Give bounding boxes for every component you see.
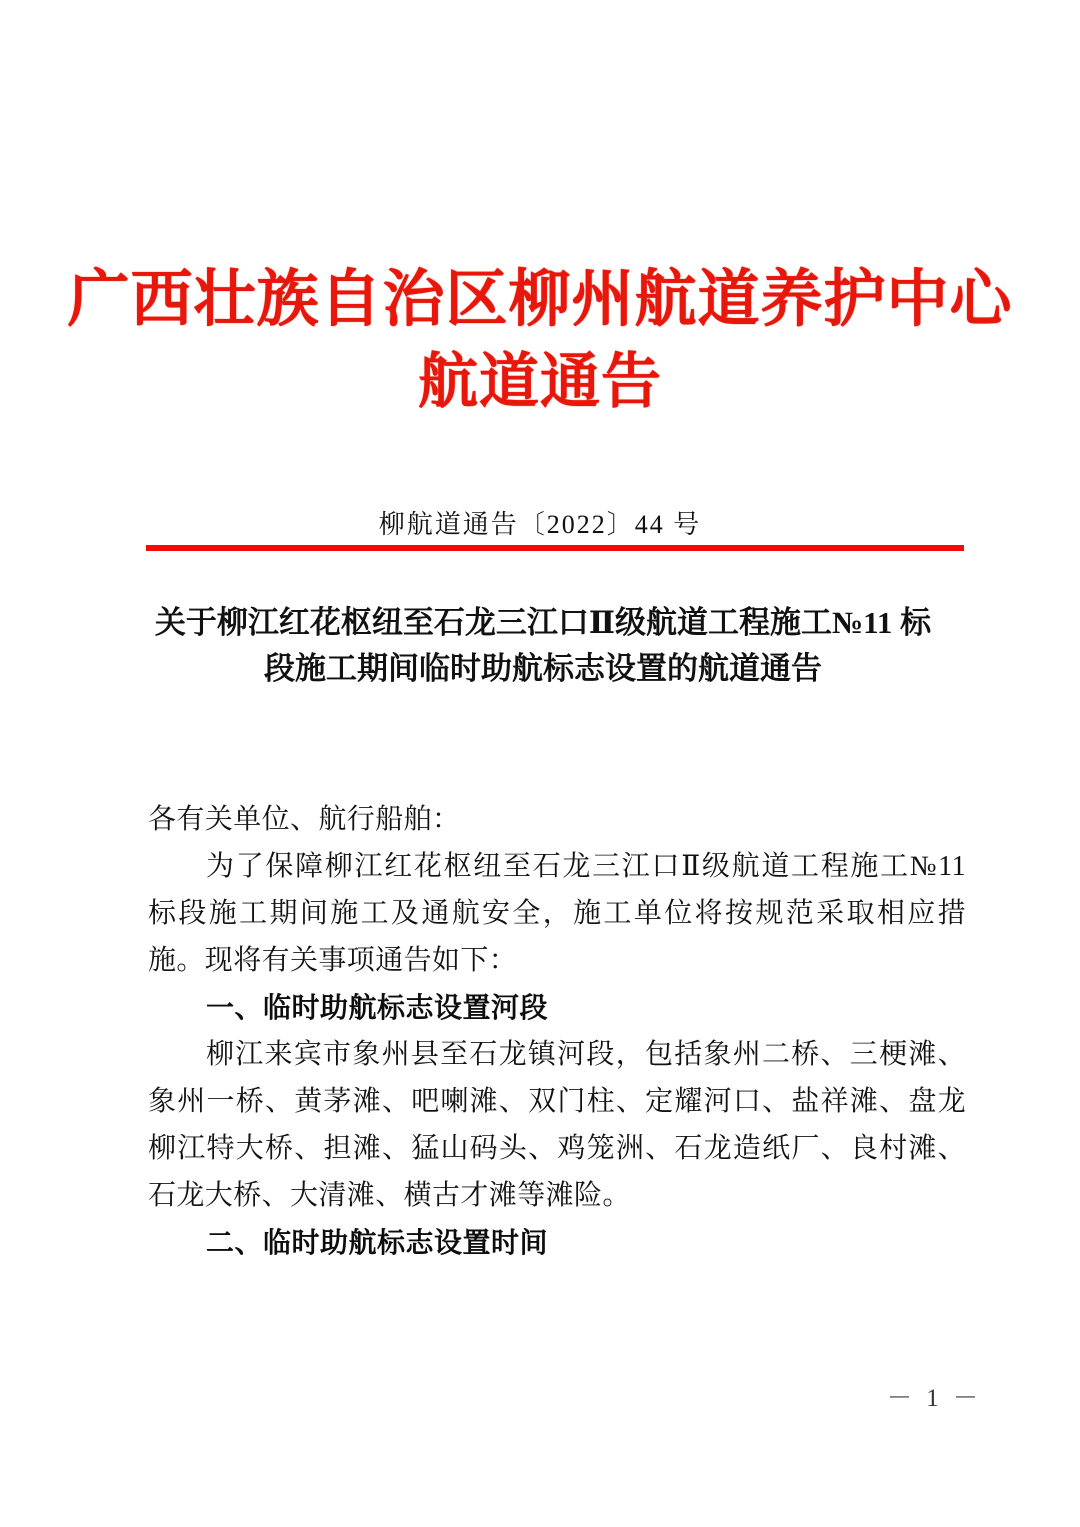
masthead-line-2: 航道通告 [418,349,662,415]
document-number: 柳航道通告〔2022〕44 号 [378,510,702,539]
section-heading-2: 二、临时助航标志设置时间 [206,1227,549,1258]
page-number: － 1 － [886,1385,982,1412]
masthead [0,258,1080,422]
section-heading-1: 一、临时助航标志设置河段 [206,992,549,1023]
document-body [148,796,966,1266]
body-paragraph: 为了保障柳江红花枢纽至石龙三江口Ⅱ级航道工程施工№11 标段施工期间施工及通航安全，施工单位将按规范采取相应措施。现将有关事项通告如下： [148,851,966,976]
salutation: 各有关单位、航行船舶： [148,804,461,835]
masthead-line-1: 广西壮族自治区柳州航道养护中心 [67,266,1013,334]
red-separator-rule [146,545,964,551]
page-title: 关于柳江红花枢纽至石龙三江口Ⅱ级航道工程施工№11 标段施工期间临时助航标志设置的航道通告 [154,605,932,686]
section-body-1: 柳江来宾市象州县至石龙镇河段，包括象州二桥、三梗滩、象州一桥、黄茅滩、吧喇滩、双门柱、定耀河口、盐祥滩、盘龙柳江特大桥、担滩、猛山码头、鸡笼洲、石龙造纸厂、良村滩、石龙大桥、大清滩、横古才滩等滩险。 [148,1039,966,1211]
